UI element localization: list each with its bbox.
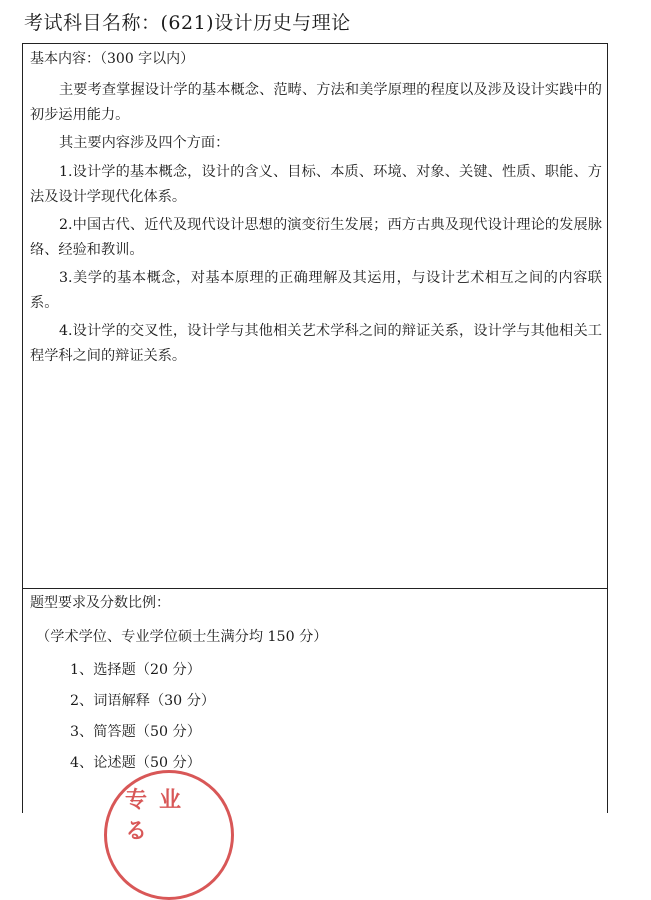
page-title: 考试科目名称：(621)设计历史与理论	[24, 12, 351, 34]
question-type-item: 4、论述题（50 分）	[70, 755, 201, 771]
exam-format-label: 题型要求及分数比例：	[30, 595, 170, 611]
official-seal-stamp	[104, 770, 234, 900]
seal-text: 专业 る	[125, 787, 194, 844]
question-type-item: 2、词语解释（30 分）	[70, 693, 216, 709]
basic-content-section	[23, 44, 607, 589]
content-paragraph: 其主要内容涉及四个方面：	[59, 135, 230, 151]
content-paragraph: 主要考查掌握设计学的基本概念、范畴、方法和美学原理的程度以及涉及设计实践中的初步运用能力。	[30, 82, 602, 123]
exam-syllabus-table	[22, 43, 608, 813]
question-type-item: 1、选择题（20 分）	[70, 662, 201, 678]
content-paragraph: 2.中国古代、近代及现代设计思想的演变衍生发展；西方古典及现代设计理论的发展脉络、经验和教训。	[30, 217, 602, 258]
content-paragraph: 4.设计学的交叉性，设计学与其他相关艺术学科之间的辩证关系，设计学与其他相关工程学科之间的辩证关系。	[30, 323, 602, 364]
question-type-item: 3、简答题（50 分）	[70, 724, 201, 740]
score-note: （学术学位、专业学位硕士生满分均 150 分）	[36, 629, 328, 645]
content-paragraph: 1.设计学的基本概念，设计的含义、目标、本质、环境、对象、关键、性质、职能、方法及设计学现代化体系。	[30, 164, 602, 205]
content-paragraph: 3.美学的基本概念，对基本原理的正确理解及其运用，与设计艺术相互之间的内容联系。	[30, 270, 602, 311]
basic-content-label: 基本内容：（300 字以内）	[30, 51, 195, 67]
